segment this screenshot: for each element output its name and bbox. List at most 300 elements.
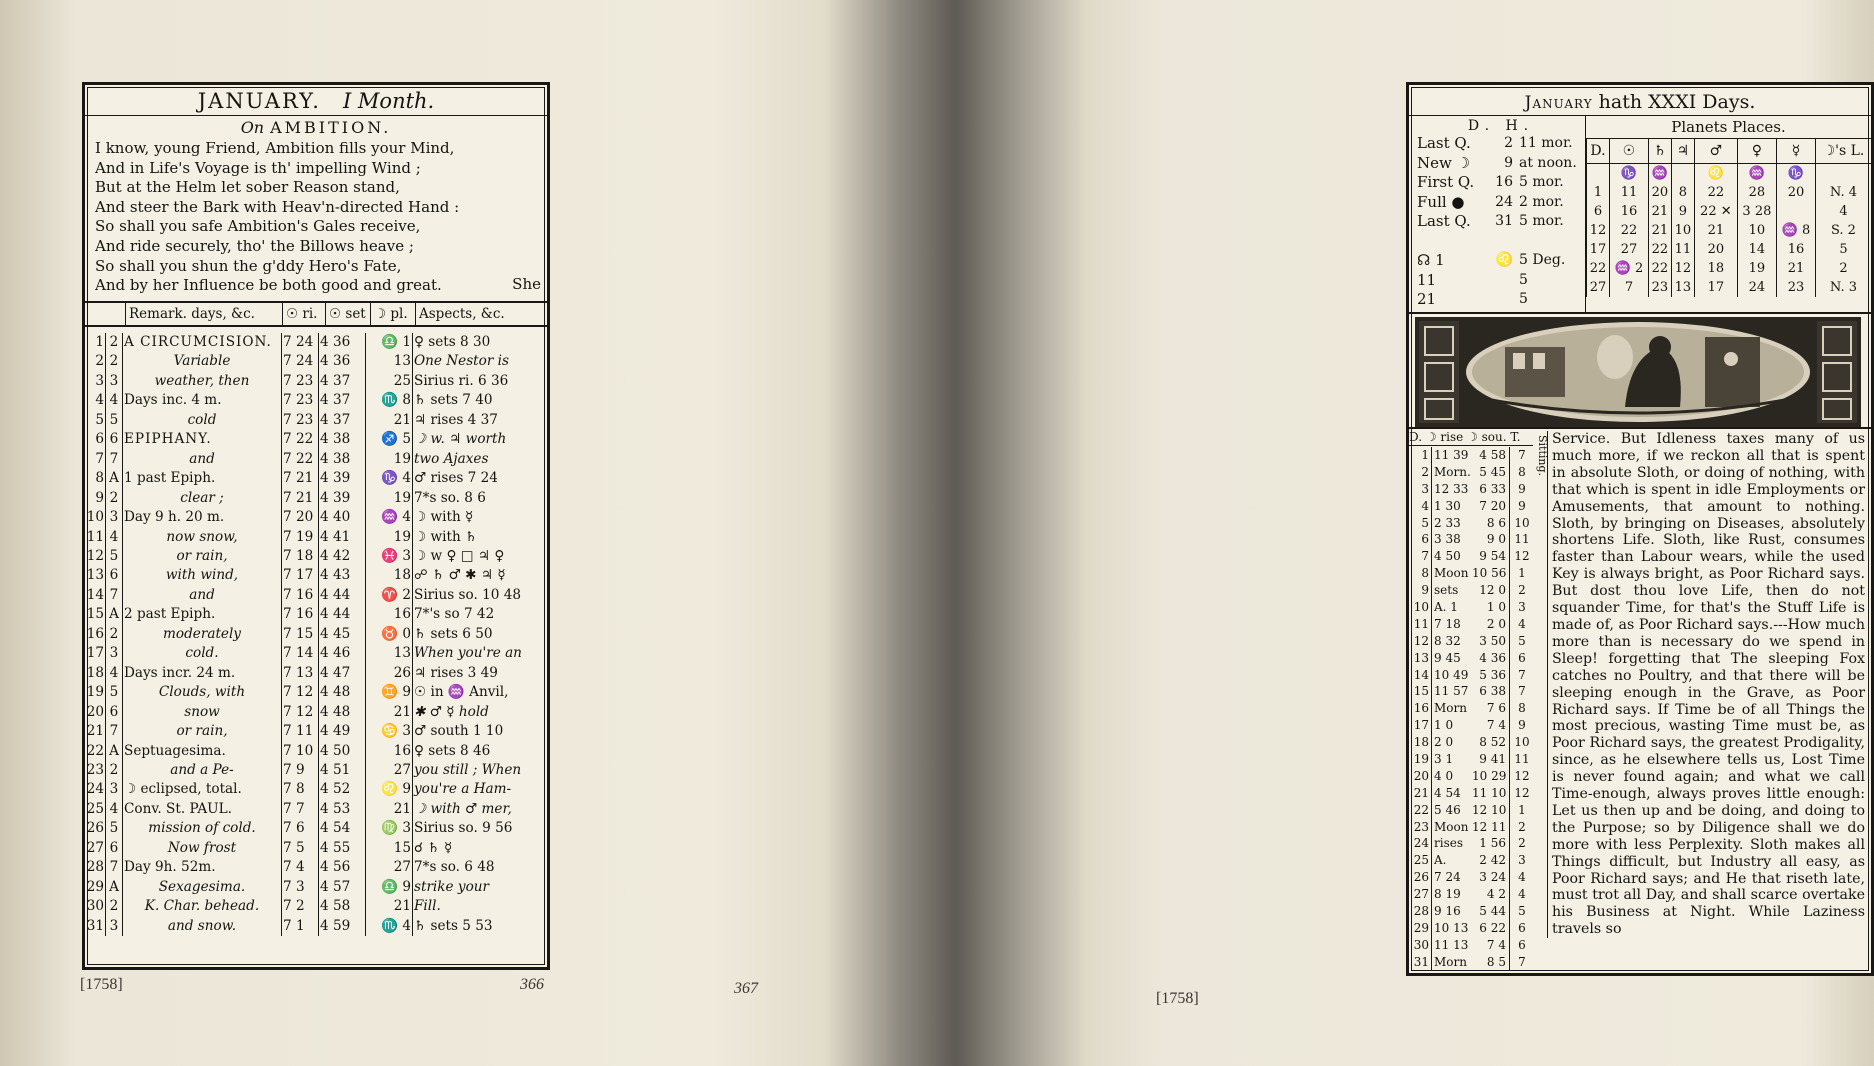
table-row (85, 333, 547, 352)
cell: 7*s so. 6 48 (414, 859, 495, 876)
cell: ♏ 4 (366, 917, 413, 936)
cell: 5 45 (1472, 464, 1510, 481)
cell: 7 8 (282, 780, 319, 799)
cell: 4 (106, 528, 123, 547)
cell: 6 (1587, 202, 1610, 221)
planets-header: Planets Places. (1671, 118, 1786, 136)
table-row (85, 372, 547, 391)
cell: 2 (1518, 583, 1526, 598)
table-row (85, 644, 547, 663)
cell: 9 (1518, 718, 1526, 733)
cell: now snow, (123, 528, 282, 547)
table-row (1413, 819, 1545, 836)
cell: 7 3 (282, 878, 319, 897)
cell: 21 (366, 800, 413, 819)
phase-time: 5 mor. (1519, 213, 1564, 229)
planet-column-header: ♄ (1648, 139, 1671, 164)
table-row (85, 391, 547, 410)
cell: 22 (85, 742, 106, 761)
cell: 29 (85, 878, 106, 897)
cell: 17 (1694, 278, 1737, 297)
cell: 4 2 (1472, 886, 1510, 903)
cell: 11 (1671, 240, 1694, 259)
table-row (85, 664, 547, 683)
cell: ♈ 2 (366, 586, 413, 605)
cell: ♃ rises 3 49 (414, 664, 498, 681)
cell: 7 11 (282, 722, 319, 741)
prose-text: Service. But Idleness taxes many of us much more, if we reckon all that is spent in absolute Sloth, or doing of nothing, with that which is spent in idle Employments or Amusements, that amount to nothing. Sloth, by bringing on Diseases, absolutely shortens Life. Sloth, like Rust, consumes faster than Labour wears, while the used Key is always bright, as Poor Richard says. But dost thou love Life, then do not squander Time, for that's the Stuff Life is made of, as Poor Richard says.---How much more than is necessary do we spend in Sleep! forgetting that The sleeping Fox catches no Poultry, and that there will be sleeping enough in the Grave, as Poor Richard says. If Time be of all Things the most precious, wasting Time must be, as Poor Richard says, the greatest Prodigality, since, as he elsewhere tells us, Lost Time is never found again; and what we call Time-enough, always proves little enough: Let us then up and be doing, and doing to the Purpose; so by Diligence shall we do more with less Perplexity. Sloth makes all Things difficult, but Industry all easy, as Poor Richard says; and He that riseth late, must trot all Day, and shall scarce overtake his Business at Night. While Laziness travels so (1552, 431, 1865, 938)
moon-and-planets (1409, 116, 1871, 314)
table-row (1413, 447, 1545, 464)
cell: 4 58 (1472, 447, 1510, 464)
table-row (85, 683, 547, 702)
cell: 12 (85, 547, 106, 566)
cell: 6 38 (1472, 683, 1510, 700)
cell: 13 (366, 352, 413, 371)
cell: 3 (106, 372, 123, 391)
table-row (85, 547, 547, 566)
cell: 3 (106, 917, 123, 936)
cell: 4 39 (319, 469, 366, 488)
cell: 17 (85, 644, 106, 663)
cell: 16 (366, 605, 413, 624)
cell: 7 (1518, 684, 1526, 699)
cell: 19 (1737, 259, 1776, 278)
cell: 1 (85, 333, 106, 352)
cell: 4 36 (319, 352, 366, 371)
table-row (1413, 531, 1545, 548)
cell: 4 50 (319, 742, 366, 761)
cell: 8 (1671, 183, 1694, 202)
cell: 11 (1514, 752, 1530, 767)
cell: ♃ rises 4 37 (414, 411, 498, 428)
cell: 12 10 (1472, 802, 1510, 819)
cell: Day 9h. 52m. (123, 858, 282, 877)
table-row (85, 858, 547, 877)
cell: 2 33 (1434, 515, 1461, 530)
cell: 2 (1518, 819, 1526, 834)
cell: 3 (1518, 853, 1526, 868)
table-row (85, 489, 547, 508)
cell: 1 0 (1434, 718, 1454, 733)
cell: 21 (1694, 221, 1737, 240)
column-header: Remark. days, &c. (126, 303, 283, 325)
cell: ♎ 9 (366, 878, 413, 897)
phase-time: 5 mor. (1519, 174, 1564, 190)
cell: 10 (1514, 735, 1530, 750)
cell: 4 52 (319, 780, 366, 799)
right-page (642, 0, 1865, 1066)
cell: ♓ 3 (366, 547, 413, 566)
cell: 7 4 (1472, 717, 1510, 734)
cell: A (106, 878, 123, 897)
cell: ☽ w. ♃ worth (414, 431, 507, 448)
phase-day (1485, 232, 1519, 252)
phase-row (1417, 134, 1585, 154)
cell: 27 (85, 839, 106, 858)
cell: 13 (85, 566, 106, 585)
cell: 1 (1413, 447, 1432, 464)
table-row (1587, 278, 1872, 297)
cell: 4 (106, 800, 123, 819)
cell: 5 (85, 411, 106, 430)
cell: 17 (1587, 240, 1610, 259)
cell: 7 (1518, 448, 1526, 462)
cell: 31 (1413, 954, 1432, 971)
cell: and (123, 450, 282, 469)
footer-year-right: [1758] (1156, 990, 1199, 1007)
cell: 11 13 (1434, 937, 1469, 952)
cell: 21 (366, 411, 413, 430)
cell: 7 19 (282, 528, 319, 547)
phase-time (1519, 232, 1585, 252)
cell: 4 43 (319, 566, 366, 585)
cell: 2 42 (1472, 852, 1510, 869)
cell: 10 (1514, 515, 1530, 530)
table-row (85, 566, 547, 585)
cell: ☽ with ☿ (414, 509, 474, 526)
phase-row (1417, 154, 1585, 174)
cell: 8 (1518, 701, 1526, 716)
sidenote: Sitting. (1536, 435, 1549, 477)
phase-time: 5 Deg. (1519, 252, 1566, 268)
cell: mission of cold. (123, 819, 282, 838)
phase-day (1485, 290, 1519, 310)
cell: 21 (366, 703, 413, 722)
left-page-title: JANUARY. I Month. (85, 85, 547, 116)
cell: 7 23 (282, 372, 319, 391)
phase-name: First Q. (1417, 173, 1475, 191)
cell: ♉ 0 (366, 625, 413, 644)
cell: 1 (1518, 802, 1526, 817)
cell: 24 (1737, 278, 1776, 297)
cell: 4 44 (319, 605, 366, 624)
cell: 3 38 (1434, 532, 1461, 547)
cell: 4 55 (319, 839, 366, 858)
poem (85, 137, 547, 299)
table-row (1413, 565, 1545, 582)
cell: 9 (1518, 481, 1526, 496)
cell: ♌ (1694, 164, 1737, 184)
cell: ♐ 5 (366, 430, 413, 449)
cell: 7 14 (282, 644, 319, 663)
cell: 27 (366, 761, 413, 780)
cell: 7 24 (1434, 870, 1461, 885)
cell: ✱ ♂ ☿ hold (414, 703, 489, 720)
cell: 3 (1518, 600, 1526, 615)
cell: Morn (1434, 954, 1467, 969)
cell: 20 (1648, 183, 1671, 202)
poem-title: On AMBITION. (240, 118, 392, 137)
cell: ♑ 4 (366, 469, 413, 488)
phase-header: D. H. (1467, 118, 1535, 134)
table-row (1413, 734, 1545, 751)
cell: 7 (1610, 278, 1649, 297)
phase-row (1417, 212, 1585, 232)
cell: 6 (106, 839, 123, 858)
cell: 15 (1413, 683, 1432, 700)
cell: 5 46 (1434, 802, 1461, 817)
cell: ☽ with ♂ mer, (414, 800, 512, 817)
cell: 13 (1671, 278, 1694, 297)
table-row (85, 703, 547, 722)
cell: ☽ w ♀ □ ♃ ♀ (414, 547, 505, 564)
cell: 11 (1413, 616, 1432, 633)
cell: 16 (1413, 700, 1432, 717)
cell: Day 9 h. 20 m. (123, 508, 282, 527)
cell: 5 (106, 547, 123, 566)
planets-places (1585, 116, 1871, 312)
cell: 11 (1610, 183, 1649, 202)
cell: 10 13 (1434, 920, 1469, 935)
cell: ♍ 3 (366, 819, 413, 838)
cell: ♎ 1 (366, 333, 413, 352)
cell: 2 (106, 352, 123, 371)
cell: 26 (366, 664, 413, 683)
table-row (1413, 785, 1545, 802)
cell: Moon (1434, 566, 1469, 581)
cell: sets (1434, 583, 1459, 598)
cell: or rain, (123, 547, 282, 566)
cell: 4 40 (319, 508, 366, 527)
left-almanac-frame (82, 82, 550, 970)
cell: 8 5 (1472, 954, 1510, 971)
cell: 5 (1815, 240, 1871, 259)
cell: 16 (85, 625, 106, 644)
cell: 4 58 (319, 897, 366, 916)
phase-time: 5 (1519, 291, 1528, 307)
left-page (0, 0, 642, 1066)
table-row (1413, 886, 1545, 903)
cell: 6 (85, 430, 106, 449)
cell: and snow. (123, 917, 282, 936)
cell: 6 (1518, 650, 1526, 665)
table-row (1413, 548, 1545, 565)
cell: 3 1 (1434, 752, 1454, 767)
cell: 10 56 (1472, 565, 1510, 582)
cell: 12 (1514, 785, 1530, 800)
cell: 7 24 (282, 352, 319, 371)
cell: 25 (366, 372, 413, 391)
cell: When you're an (414, 645, 522, 662)
table-row (1413, 835, 1545, 852)
cell: 3 (106, 780, 123, 799)
phase-day: 2 (1504, 135, 1513, 151)
cell: 14 (1413, 667, 1432, 684)
cell: 2 (106, 761, 123, 780)
planet-column-header: ♀ (1737, 139, 1776, 164)
cell: 17 (1413, 717, 1432, 734)
table-row (85, 469, 547, 488)
cell: 5 (1413, 515, 1432, 532)
cell: snow (123, 703, 282, 722)
cell: 4 49 (319, 722, 366, 741)
cell: 7 4 (282, 858, 319, 877)
table-row (85, 508, 547, 527)
cell: 22 (1694, 183, 1737, 202)
column-header: Aspects, &c. (419, 306, 505, 322)
right-almanac-frame (1406, 82, 1874, 976)
phase-name: Full ● (1417, 192, 1465, 211)
cell: 27 (366, 858, 413, 877)
planet-column-header: D. (1587, 139, 1610, 164)
table-row (85, 897, 547, 916)
cell: 7 22 (282, 430, 319, 449)
cell: 19 (1413, 751, 1432, 768)
cell: 4 (85, 391, 106, 410)
table-row (1413, 599, 1545, 616)
moon-rise-table (1413, 447, 1545, 971)
cell: 8 (85, 469, 106, 488)
cell: 4 57 (319, 878, 366, 897)
cell: 13 (366, 644, 413, 663)
cell: 7 (1518, 954, 1526, 969)
cell (1777, 202, 1816, 221)
cell: you're a Ham- (414, 781, 512, 798)
cell: Conv. St. PAUL. (123, 800, 282, 819)
cell: 26 (85, 819, 106, 838)
phase-row (1417, 290, 1585, 310)
cell: 7 6 (1472, 700, 1510, 717)
cell: 3 (106, 508, 123, 527)
cell: 1 past Epiph. (123, 469, 282, 488)
cell: 11 39 (1434, 448, 1469, 462)
table-row (1413, 683, 1545, 700)
cell: 4 (1518, 616, 1526, 631)
cell: 22 (1648, 240, 1671, 259)
cell: you still ; When (414, 761, 522, 778)
cell: 31 (85, 917, 106, 936)
cell: Morn. (1434, 464, 1471, 479)
cell: 1 (1587, 183, 1610, 202)
cell: 2 (106, 625, 123, 644)
cell: 3 (1413, 481, 1432, 498)
cell: 20 (1777, 183, 1816, 202)
cell: 7 21 (282, 489, 319, 508)
cell: ♒ (1648, 164, 1671, 184)
cell: 4 (106, 664, 123, 683)
cell: 30 (1413, 937, 1432, 954)
cell: 4 48 (319, 683, 366, 702)
cell: 2 (1413, 464, 1432, 481)
table-row (1413, 903, 1545, 920)
column-header: ☉ set (326, 303, 371, 325)
cell: 12 0 (1472, 582, 1510, 599)
cell: 30 (85, 897, 106, 916)
cell: Moon (1434, 819, 1469, 834)
cell: 9 16 (1434, 904, 1461, 919)
poem-line: So shall you shun the g'ddy Hero's Fate, (95, 256, 402, 275)
cell: 11 10 (1472, 785, 1510, 802)
planets-header-row (1587, 139, 1872, 164)
poor-richard-prose (1547, 431, 1865, 938)
cell: ♌ 9 (366, 780, 413, 799)
cell: 13 (1413, 650, 1432, 667)
phase-row (1417, 251, 1585, 271)
cell: 8 (1413, 565, 1432, 582)
table-row (1413, 633, 1545, 650)
phase-day: 24 (1495, 193, 1513, 210)
cell: or rain, (123, 722, 282, 741)
phase-name: 11 (1417, 270, 1437, 289)
cell: A. 1 (1434, 600, 1458, 615)
cell: 5 (106, 819, 123, 838)
cell (1587, 164, 1610, 184)
table-row (1413, 700, 1545, 717)
column-header: ☽ pl. (371, 303, 416, 325)
cell: 7 13 (282, 664, 319, 683)
cell: 24 (85, 780, 106, 799)
cell: 9 0 (1472, 531, 1510, 548)
cell: 1 30 (1434, 498, 1461, 513)
month-label: I Month. (342, 89, 435, 113)
woodcut-illustration (1415, 317, 1861, 427)
planets-table (1586, 138, 1871, 297)
cell: 27 (1610, 240, 1649, 259)
cell: 10 (1413, 599, 1432, 616)
cell: 24 (1413, 835, 1432, 852)
table-row (85, 917, 547, 936)
cell: 4 44 (319, 586, 366, 605)
phase-time: 5 (1519, 271, 1528, 288)
cell: 7 16 (282, 586, 319, 605)
cell: 2 (85, 352, 106, 371)
phase-day: 31 (1495, 213, 1513, 229)
cell: 4 53 (319, 800, 366, 819)
cell: 7 22 (282, 450, 319, 469)
cell: ☉ in ♒ Anvil, (414, 684, 509, 701)
cell: 26 (1413, 869, 1432, 886)
cell: ☍ ♄ ♂ ✱ ♃ ☿ (414, 567, 506, 584)
cell: Variable (123, 352, 282, 371)
phase-name: Last Q. (1417, 134, 1471, 152)
cell: 3 (85, 372, 106, 391)
cell: 2 0 (1434, 735, 1454, 750)
cell: 4 51 (319, 761, 366, 780)
planet-column-header: ♂ (1694, 139, 1737, 164)
cell: 4 38 (319, 450, 366, 469)
cell: 6 33 (1472, 481, 1510, 498)
phase-name (1417, 232, 1485, 252)
cell: 12 (1413, 633, 1432, 650)
phase-name: Last Q. (1417, 212, 1471, 230)
cell: ♏ 8 (366, 391, 413, 410)
phase-row (1417, 193, 1585, 213)
cell: 7 (106, 722, 123, 741)
cell: 7 1 (282, 917, 319, 936)
cell: 28 (1413, 903, 1432, 920)
table-row (85, 761, 547, 780)
cell: 7 17 (282, 566, 319, 585)
cell: 4 54 (1434, 785, 1461, 800)
cell: ♂ rises 7 24 (414, 470, 498, 487)
table-row (1413, 667, 1545, 684)
cell: A CIRCUMCISION. (123, 333, 282, 352)
cell: 4 (1518, 887, 1526, 902)
cell: Clouds, with (123, 683, 282, 702)
page-number-right: 367 (734, 980, 758, 997)
cell: 10 (1671, 221, 1694, 240)
cell: ♄ sets 5 53 (414, 917, 493, 934)
poem-line: But at the Helm let sober Reason stand, (95, 178, 400, 197)
cell: 4 39 (319, 489, 366, 508)
cell: 7 4 (1472, 937, 1510, 954)
cell: ♂ south 1 10 (414, 723, 504, 740)
table-row (1587, 221, 1872, 240)
cell: 4 38 (319, 430, 366, 449)
cell: 21 (1413, 785, 1432, 802)
cell: 18 (1413, 734, 1432, 751)
